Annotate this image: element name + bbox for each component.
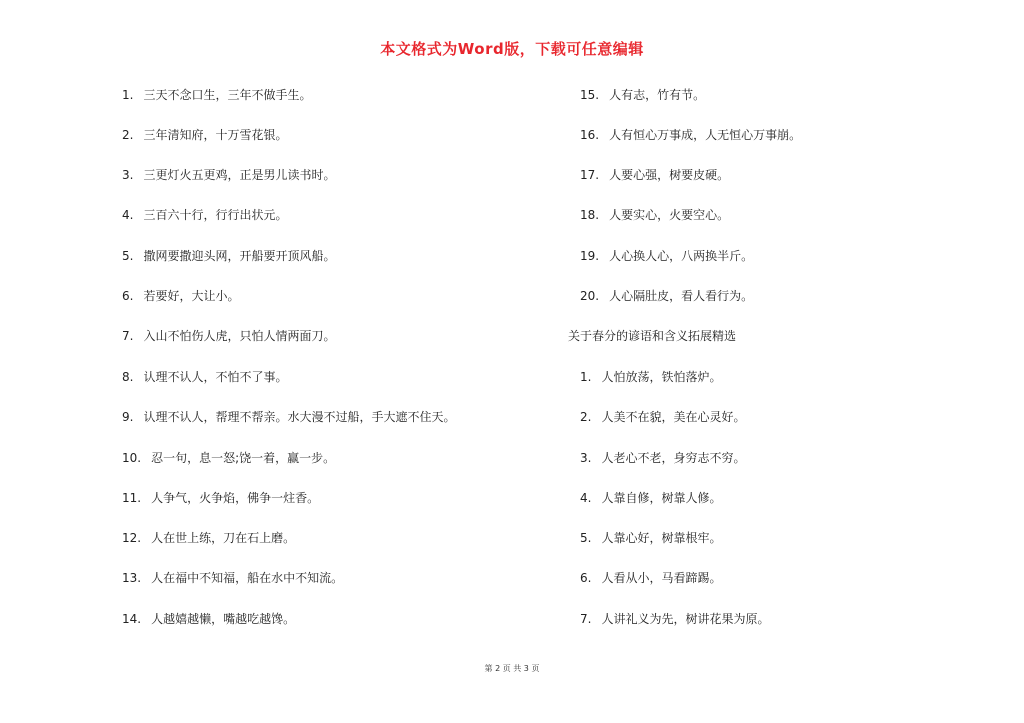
item-number: 4. xyxy=(580,491,592,505)
item-text: 人有志，竹有节。 xyxy=(609,88,706,102)
item-text: 人心隔肚皮，看人看行为。 xyxy=(609,289,754,303)
item-number: 1. xyxy=(580,370,592,384)
item-number: 8. xyxy=(122,370,134,384)
item-text: 认理不认人，不怕不了事。 xyxy=(143,370,288,384)
item-number: 3. xyxy=(122,168,134,182)
item-text: 人在福中不知福，船在水中不知流。 xyxy=(151,571,344,585)
item-text: 认理不认人，帮理不帮亲。水大漫不过船，手大遮不住天。 xyxy=(143,410,456,424)
proverb-item xyxy=(580,207,729,223)
proverb-item xyxy=(122,248,335,264)
proverb-item xyxy=(122,611,295,627)
item-text: 三天不念口生，三年不做手生。 xyxy=(143,88,312,102)
proverb-item xyxy=(122,87,311,103)
item-text: 人靠自修，树靠人修。 xyxy=(601,491,722,505)
item-number: 20. xyxy=(580,289,600,303)
item-text: 撒网要撒迎头网，开船要开顶风船。 xyxy=(143,249,336,263)
proverb-item xyxy=(580,409,745,425)
item-number: 7. xyxy=(580,612,592,626)
item-number: 5. xyxy=(122,249,134,263)
item-number: 18. xyxy=(580,208,600,222)
item-number: 6. xyxy=(580,571,592,585)
proverb-item xyxy=(122,570,343,586)
item-number: 7. xyxy=(122,329,134,343)
proverb-item xyxy=(122,450,335,466)
proverb-item xyxy=(580,167,729,183)
proverb-item xyxy=(580,87,705,103)
item-number: 12. xyxy=(122,531,142,545)
proverb-item xyxy=(580,248,753,264)
item-text: 人要心强，树要皮硬。 xyxy=(609,168,730,182)
proverb-item xyxy=(122,328,335,344)
item-number: 9. xyxy=(122,410,134,424)
item-text: 人心换人心，八两换半斤。 xyxy=(609,249,754,263)
section-heading: 关于春分的谚语和含义拓展精选 xyxy=(568,329,737,343)
item-text: 人讲礼义为先，树讲花果为原。 xyxy=(601,612,770,626)
proverb-item xyxy=(122,207,287,223)
item-number: 3. xyxy=(580,451,592,465)
proverb-item xyxy=(122,288,239,304)
item-text: 三年清知府，十万雪花银。 xyxy=(143,128,288,142)
item-text: 三百六十行，行行出状元。 xyxy=(143,208,288,222)
page-indicator: 第 2 页 共 3 页 xyxy=(484,664,540,673)
proverb-item xyxy=(580,288,753,304)
item-number: 1. xyxy=(122,88,134,102)
item-text: 人争气，火争焰，佛争一炷香。 xyxy=(151,491,320,505)
proverb-item xyxy=(122,167,335,183)
item-text: 人美不在貌，美在心灵好。 xyxy=(601,410,746,424)
item-text: 人越嬉越懒，嘴越吃越馋。 xyxy=(151,612,296,626)
item-number: 17. xyxy=(580,168,600,182)
proverb-item xyxy=(122,369,287,385)
item-number: 2. xyxy=(122,128,134,142)
item-text: 三更灯火五更鸡，正是男儿读书时。 xyxy=(143,168,336,182)
proverb-item xyxy=(122,530,295,546)
item-text: 人看从小，马看蹄踢。 xyxy=(601,571,722,585)
item-text: 人有恒心万事成，人无恒心万事崩。 xyxy=(609,128,802,142)
item-text: 人老心不老，身穷志不穷。 xyxy=(601,451,746,465)
item-number: 5. xyxy=(580,531,592,545)
item-number: 16. xyxy=(580,128,600,142)
item-number: 14. xyxy=(122,612,142,626)
item-text: 人要实心，火要空心。 xyxy=(609,208,730,222)
item-text: 人怕放荡，铁怕落炉。 xyxy=(601,370,722,384)
proverb-item xyxy=(122,409,455,425)
item-number: 10. xyxy=(122,451,142,465)
item-text: 人在世上练，刀在石上磨。 xyxy=(151,531,296,545)
item-number: 6. xyxy=(122,289,134,303)
item-number: 2. xyxy=(580,410,592,424)
proverb-item xyxy=(122,127,287,143)
item-number: 4. xyxy=(122,208,134,222)
header-banner: 本文格式为Word版，下载可任意编辑 xyxy=(380,40,644,58)
item-text: 人靠心好，树靠根牢。 xyxy=(601,531,722,545)
proverb-item xyxy=(122,490,319,506)
proverb-item xyxy=(580,490,721,506)
item-number: 13. xyxy=(122,571,142,585)
proverb-item xyxy=(580,450,745,466)
proverb-item xyxy=(580,570,721,586)
item-text: 入山不怕伤人虎，只怕人情两面刀。 xyxy=(143,329,336,343)
item-number: 11. xyxy=(122,491,142,505)
item-number: 15. xyxy=(580,88,600,102)
proverb-item xyxy=(580,369,721,385)
item-number: 19. xyxy=(580,249,600,263)
proverb-item xyxy=(580,611,769,627)
item-text: 忍一句，息一怒;饶一着，赢一步。 xyxy=(151,451,336,465)
proverb-item xyxy=(580,127,801,143)
proverb-item xyxy=(580,530,721,546)
item-text: 若要好，大让小。 xyxy=(143,289,240,303)
